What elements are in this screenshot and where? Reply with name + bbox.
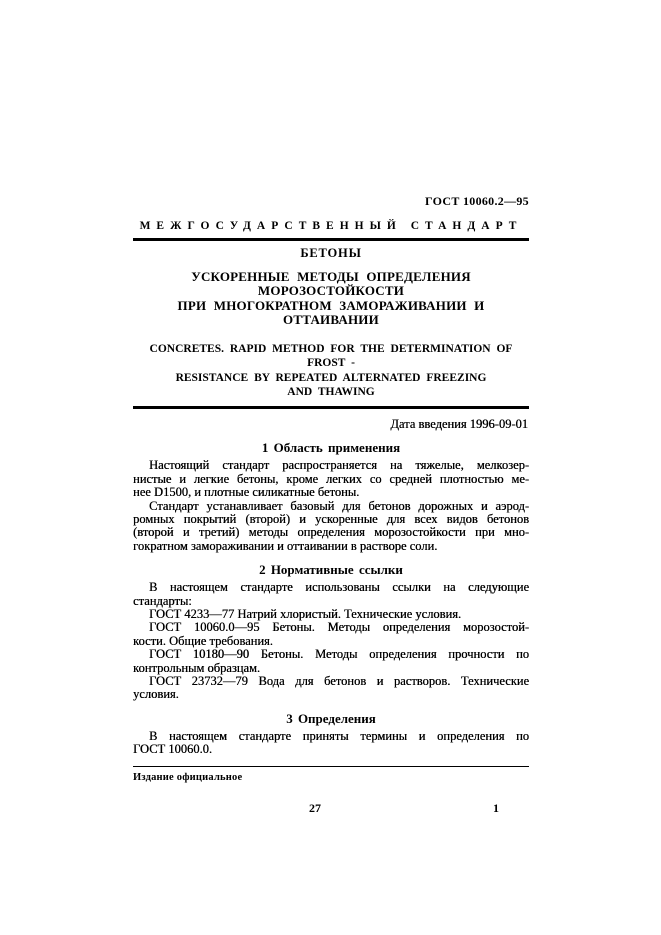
page-content	[133, 0, 529, 815]
paragraph	[133, 621, 529, 648]
official-edition-note: Издание официальное	[133, 772, 243, 784]
text-line: стандарты:	[133, 593, 192, 608]
title-en-line: RESISTANCE BY REPEATED ALTERNATED FREEZING	[175, 371, 487, 384]
paragraph	[133, 608, 529, 621]
text-line: контрольным образцам.	[133, 660, 261, 675]
document-title-english	[133, 342, 529, 399]
subtitle-line: УСКОРЕННЫЕ МЕТОДЫ ОПРЕДЕЛЕНИЯ МОРОЗОСТОЙКОСТИ	[191, 269, 471, 299]
text-line: Стандарт устанавливает базовый для бетонов дорожных и аэрод-	[149, 498, 529, 513]
text-line: нистые и легкие бетоны, кроме легких со средней плотностью ме-	[133, 471, 529, 486]
sections	[133, 440, 529, 756]
paragraph	[133, 459, 529, 499]
text-line: ГОСТ 10180—90 Бетоны. Методы определения прочности по	[149, 647, 529, 662]
title-en-line: CONCRETES. RAPID METHOD FOR THE DETERMINATION OF FROST -	[149, 343, 513, 370]
title-en-line: AND THAWING	[287, 386, 375, 399]
paragraph	[133, 675, 529, 702]
text-line: условия.	[133, 687, 179, 702]
text-line: (второй и третий) методы определения морозостойкости при мно-	[133, 525, 529, 540]
section-heading: 2 Нормативные ссылки	[259, 562, 403, 578]
header-rule	[133, 238, 529, 241]
text-line: В настоящем стандарте приняты термины и определения по	[149, 728, 529, 743]
title-rule	[133, 406, 529, 409]
text-line: ГОСТ 10060.0—95 Бетоны. Методы определения морозостой-	[149, 620, 529, 635]
paragraph	[133, 648, 529, 675]
sheet-number: 1	[493, 801, 499, 816]
section-heading: 1 Область применения	[261, 440, 401, 456]
document-subtitle	[133, 270, 529, 327]
text-line: Настоящий стандарт распространяется на тяжелые, мелкозер-	[149, 458, 529, 473]
text-line: нее D1500, и плотные силикатные бетоны.	[133, 485, 360, 500]
footer	[133, 801, 529, 815]
effective-date: Дата введения 1996-09-01	[390, 417, 528, 432]
text-line: кости. Общие требования.	[133, 633, 273, 648]
paragraph	[133, 581, 529, 608]
section-heading: 3 Определения	[286, 710, 376, 726]
paragraph	[133, 500, 529, 554]
text-line: В настоящем стандарте использованы ссылки на следующие	[149, 580, 529, 595]
page-number: 27	[309, 801, 321, 816]
subtitle-line: ПРИ МНОГОКРАТНОМ ЗАМОРАЖИВАНИИ И ОТТАИВАНИИ	[177, 297, 485, 327]
doc-number: ГОСТ 10060.2—95	[425, 194, 529, 208]
text-line: ромных покрытий (второй) и ускоренные для всех видов бетонов	[133, 512, 529, 526]
paragraph	[133, 730, 529, 757]
standard-category: МЕЖГОСУДАРСТВЕННЫЙ СТАНДАРТ	[139, 220, 523, 232]
text-line: ГОСТ 23732—79 Вода для бетонов и растворов. Технические	[149, 674, 529, 689]
footer-rule	[133, 766, 529, 768]
text-line: гократном замораживании и оттаивании в растворе соли.	[133, 538, 438, 553]
document-title: БЕТОНЫ	[300, 246, 362, 260]
text-line: ГОСТ 10060.0.	[133, 742, 212, 757]
text-line: ГОСТ 4233—77 Натрий хлористый. Технические условия.	[149, 607, 462, 622]
